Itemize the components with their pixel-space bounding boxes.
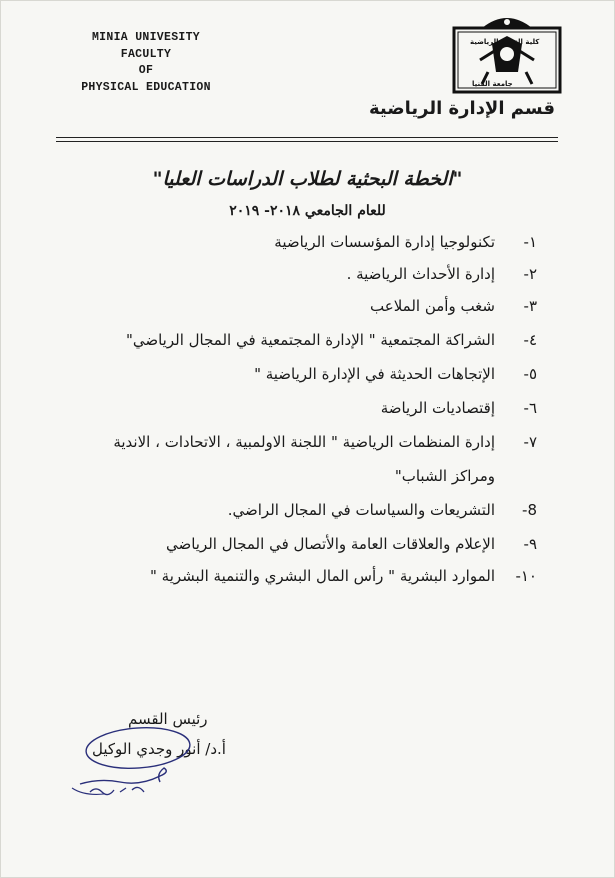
item-number: ١٠- (515, 567, 537, 585)
list-item (67, 566, 537, 586)
item-number: ٦- (523, 399, 537, 417)
department-name: قسم الإدارة الرياضية (368, 98, 555, 119)
university-heading (56, 30, 236, 96)
list-item (67, 330, 537, 350)
item-number: ١- (523, 233, 537, 251)
list-item (67, 264, 537, 284)
faculty-emblem-icon (452, 14, 562, 94)
university-line: FACULTY (120, 47, 172, 61)
item-text: إدارة المنظمات الرياضية " اللجنة الاولمبية ، الاتحادات ، الاندية (113, 433, 495, 451)
item-number: ٤- (523, 331, 537, 349)
list-item (67, 232, 537, 252)
item-text: إقتصاديات الرياضة (380, 399, 495, 417)
item-number: ٧- (523, 433, 537, 451)
header-divider (56, 141, 558, 142)
handwritten-signature-icon (60, 726, 200, 806)
signatory-name: أ.د/ أنور وجدي الوكيل (92, 740, 226, 758)
item-text: شغب وأمن الملاعب (370, 297, 495, 315)
item-number: ٣- (523, 297, 537, 315)
item-text: الشراكة المجتمعية " الإدارة المجتمعية في المجال الرياضي" (125, 331, 495, 349)
list-item (67, 432, 537, 486)
list-item (67, 500, 537, 520)
list-item (67, 296, 537, 316)
item-number: 8- (522, 501, 537, 519)
item-text: الموارد البشرية " رأس المال البشري والتنمية البشرية " (149, 567, 495, 585)
list-item (67, 398, 537, 418)
item-number: ٢- (523, 265, 537, 283)
university-line: PHYSICAL EDUCATION (81, 80, 211, 94)
document-title: "الخطة البحثية لطلاب الدراسات العليا" (152, 168, 463, 190)
item-text: التشريعات والسياسات في المجال الراضي. (227, 501, 495, 519)
item-number: ٥- (523, 365, 537, 383)
item-text: إدارة الأحداث الرياضية . (346, 265, 495, 283)
university-line: OF (138, 64, 154, 77)
item-text: الإتجاهات الحديثة في الإدارة الرياضية " (254, 365, 495, 383)
signatory-role: رئيس القسم (128, 710, 208, 728)
item-text: تكنولوجيا إدارة المؤسسات الرياضية (274, 233, 495, 251)
list-item (67, 534, 537, 554)
header-divider (56, 137, 558, 138)
logo-bottom-text: جامعة المنيا (472, 80, 513, 88)
item-text: الإعلام والعلاقات العامة والأتصال في المجال الرياضي (165, 535, 495, 553)
list-item (67, 364, 537, 384)
academic-year: للعام الجامعي ٢٠١٨- ٢٠١٩ (229, 203, 386, 219)
item-continuation: ومراكز الشباب" (394, 467, 495, 485)
item-number: ٩- (523, 535, 537, 553)
logo-top-text: كلية التربية الرياضية (470, 38, 540, 46)
university-line: MINIA UNIVESITY (91, 31, 201, 44)
